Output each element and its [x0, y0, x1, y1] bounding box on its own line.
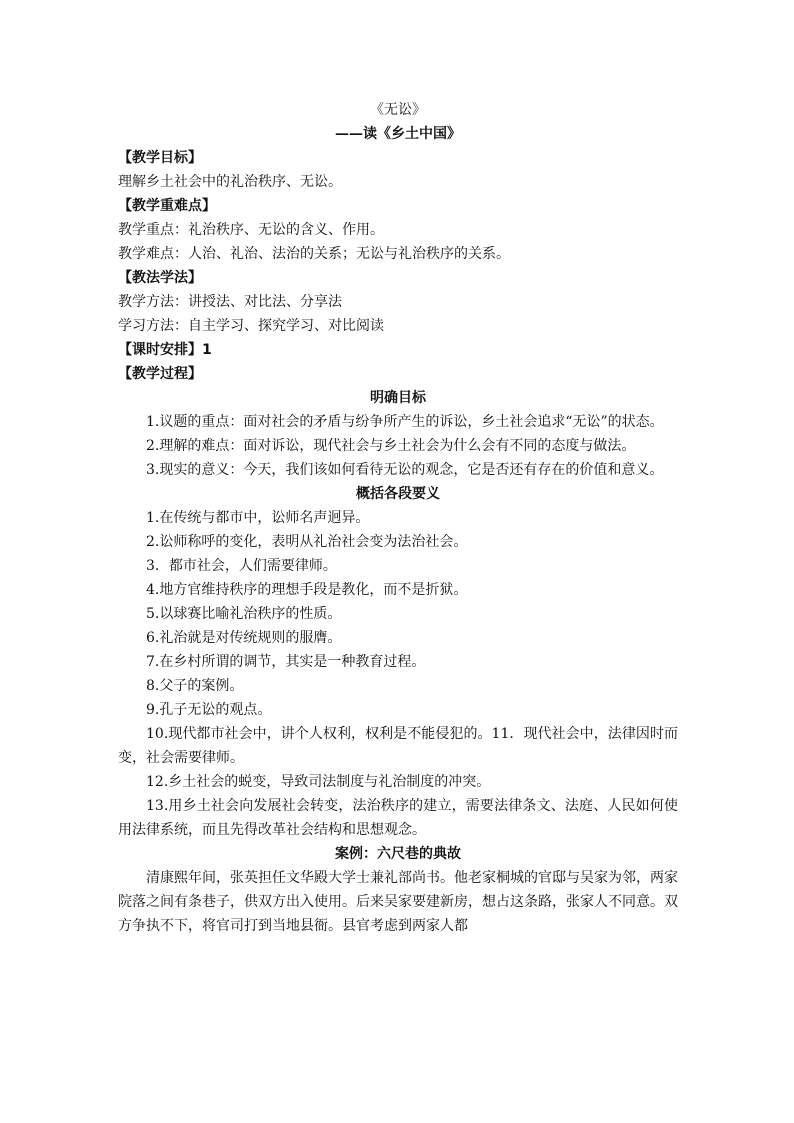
- summary-item: 5.以球赛比喻礼治秩序的性质。: [146, 606, 342, 622]
- doc-title: 《无讼》: [370, 102, 426, 118]
- goal-item: 3.现实的意义：今天，我们该如何看待无讼的观念，它是否还有存在的价值和意义。: [146, 462, 664, 478]
- document-body: [118, 98, 678, 938]
- hard-point-text: 教学难点：人治、礼治、法治的关系；无讼与礼治秩序的关系。: [118, 246, 510, 262]
- case-subheading: 案例：六尺巷的典故: [335, 846, 461, 862]
- summary-item: 4.地方官维持秩序的理想手段是教化，而不是折狱。: [146, 582, 468, 598]
- goal-text: 理解乡土社会中的礼治秩序、无讼。: [118, 174, 342, 190]
- process-heading: 【教学过程】: [118, 366, 202, 382]
- summary-item: 13.用乡土社会向发展社会转变，法治秩序的建立，需要法律条文、法庭、人民如何使用法律系统，而且先得改革社会结构和思想观念。: [118, 798, 678, 838]
- key-point-text: 教学重点：礼治秩序、无讼的含义、作用。: [118, 222, 384, 238]
- summary-subheading: 概括各段要义: [356, 486, 440, 502]
- case-text: 清康熙年间，张英担任文华殿大学士兼礼部尚书。他老家桐城的官邸与吴家为邻，两家院落之间有条巷子，供双方出入使用。后来吴家要建新房，想占这条路，张家人不同意。双方争执不下，将官司打到当地县衙。县官考虑到两家人都: [118, 870, 678, 934]
- summary-item: 2.讼师称呼的变化，表明从礼治社会变为法治社会。: [146, 534, 468, 550]
- teach-method-text: 教学方法：讲授法、对比法、分享法: [118, 294, 342, 310]
- key-difficulty-heading: 【教学重难点】: [118, 198, 216, 214]
- hours-heading: 【课时安排】1: [118, 342, 212, 358]
- summary-item: 9.孔子无讼的观点。: [146, 702, 272, 718]
- method-heading: 【教法学法】: [118, 270, 202, 286]
- summary-item: 1.在传统与都市中，讼师名声迥异。: [146, 510, 370, 526]
- summary-item: 6.礼治就是对传统规则的服膺。: [146, 630, 342, 646]
- summary-item: 12.乡土社会的蜕变，导致司法制度与礼治制度的冲突。: [146, 774, 491, 790]
- goal-heading: 【教学目标】: [118, 150, 202, 166]
- summary-item: 10.现代都市社会中，讲个人权利，权利是不能侵犯的。11．现代社会中，法律因时而变，社会需要律师。: [118, 726, 678, 766]
- learn-method-text: 学习方法：自主学习、探究学习、对比阅读: [118, 318, 384, 334]
- doc-subtitle: ——读《乡土中国》: [335, 126, 461, 142]
- summary-item: 8.父子的案例。: [146, 678, 244, 694]
- summary-item: 3．都市社会，人们需要律师。: [146, 558, 337, 574]
- goal-item: 1.议题的重点：面对社会的矛盾与纷争所产生的诉讼，乡土社会追求“无讼”的状态。: [146, 414, 664, 430]
- goals-subheading: 明确目标: [370, 390, 426, 406]
- goal-item: 2.理解的难点：面对诉讼，现代社会与乡土社会为什么会有不同的态度与做法。: [146, 438, 636, 454]
- summary-item: 7.在乡村所谓的调节，其实是一种教育过程。: [146, 654, 426, 670]
